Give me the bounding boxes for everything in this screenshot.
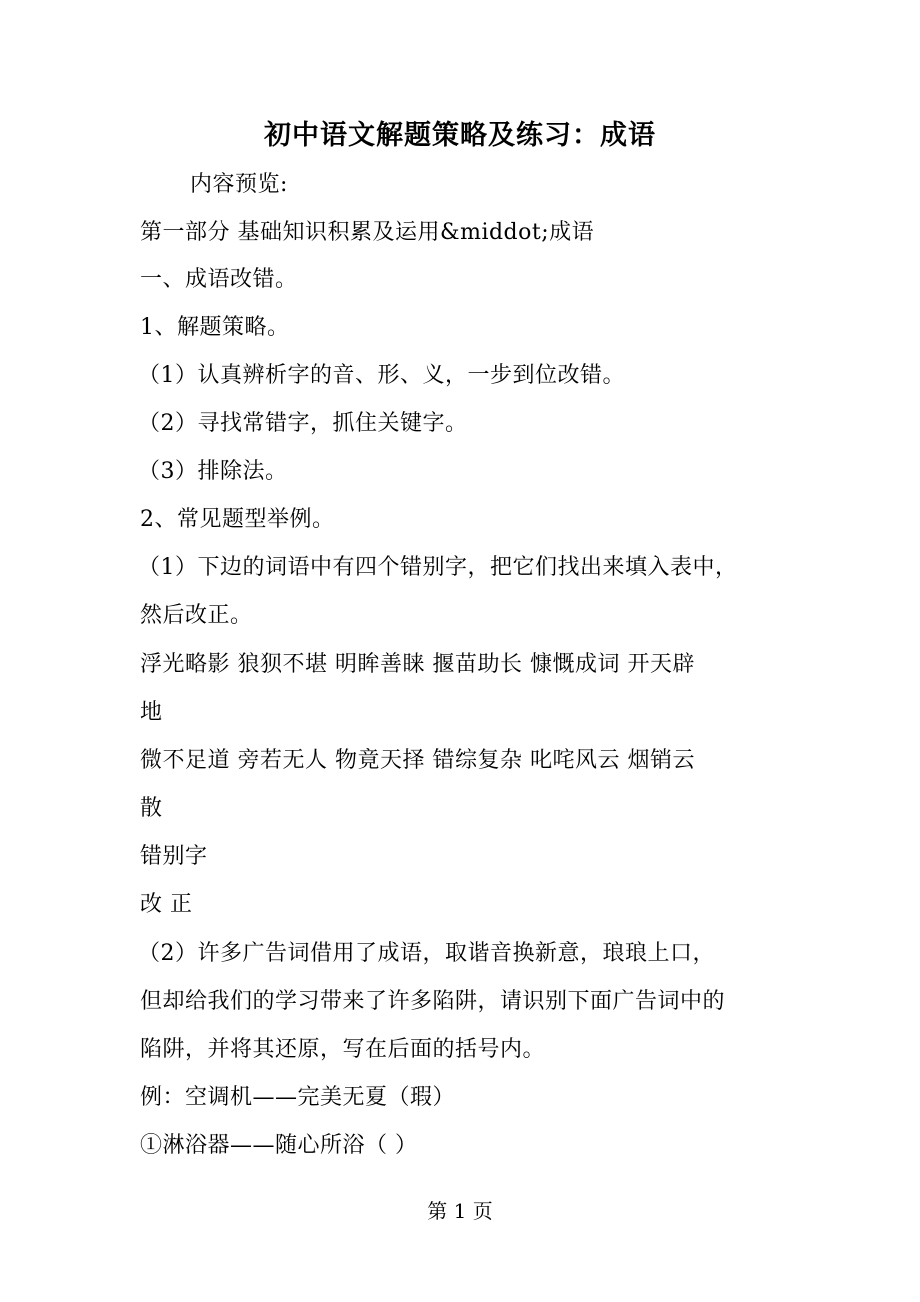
example-sample-answer: 例：空调机——完美无夏（瑕） (140, 1085, 456, 1110)
content-preview-label: 内容预览: (190, 172, 288, 197)
subsection-strategy: 1、解题策略。 (140, 315, 290, 340)
example-2-instruction: （2）许多广告词借用了成语，取谐音换新意，琅琅上口， (138, 941, 715, 966)
page-number: 第 1 页 (427, 1199, 493, 1223)
strategy-item-1: （1）认真辨析字的音、形、义，一步到位改错。 (138, 363, 625, 388)
document-title: 初中语文解题策略及练习：成语 (264, 120, 656, 151)
idiom-list-row-2-cont: 散 (140, 796, 163, 821)
table-label-wrong-chars: 错别字 (140, 844, 208, 869)
idiom-list-row-1-cont: 地 (140, 700, 163, 725)
strategy-item-3: （3）排除法。 (138, 459, 288, 484)
part-one-heading: 第一部分 基础知识积累及运用&middot;成语 (140, 220, 595, 245)
idiom-list-row-2: 微不足道 旁若无人 物竟天择 错综复杂 叱咤风云 烟销云 (140, 748, 695, 773)
example-1-instruction: （1）下边的词语中有四个错别字，把它们找出来填入表中， (138, 555, 738, 580)
example-2-instruction-cont-1: 但却给我们的学习带来了许多陷阱，请识别下面广告词中的 (140, 989, 726, 1014)
example-1-instruction-cont: 然后改正。 (140, 603, 253, 628)
example-2-instruction-cont-2: 陷阱，并将其还原，写在后面的括号内。 (140, 1037, 546, 1062)
idiom-list-row-1: 浮光略影 狼狈不堪 明眸善睐 揠苗助长 慷慨成词 开天辟 (140, 652, 695, 677)
subsection-examples: 2、常见题型举例。 (140, 507, 335, 532)
exercise-item-1: ①淋浴器——随心所浴（ ） (140, 1133, 418, 1158)
strategy-item-2: （2）寻找常错字，抓住关键字。 (138, 411, 468, 436)
section-heading: 一、成语改错。 (140, 267, 298, 292)
table-label-correction: 改 正 (140, 892, 193, 917)
